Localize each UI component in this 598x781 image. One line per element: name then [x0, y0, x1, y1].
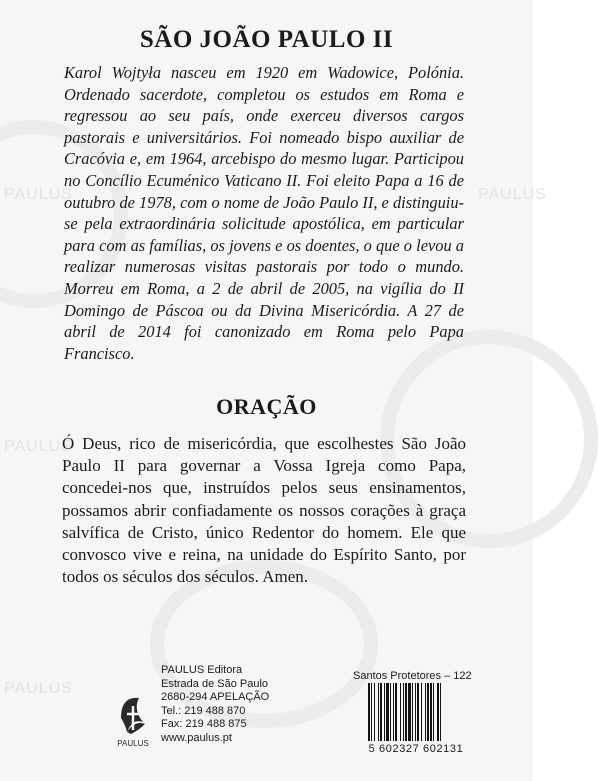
logo-label: PAULUS — [117, 739, 149, 748]
prayer — [62, 433, 466, 588]
publisher-postal: 2680-294 APELAÇÃO — [161, 691, 270, 704]
paulus-logo-icon — [113, 688, 153, 750]
barcode-bar — [374, 683, 375, 741]
barcode-bar — [433, 683, 434, 741]
prayer-text: Ó Deus, rico de misericórdia, que escolhestes São João Paulo II para governar a Vossa Igreja como Papa, concedei-nos que, instruídos pelos seus ensinamentos, possamos abrir confiadamente os nossos corações à graça salvífica de Cristo, único Redentor do homem. Ele que convosco vive e reina, na unidade do Espírito Santo, por todos os séculos dos séculos. Amen. — [62, 434, 466, 587]
publisher-info — [161, 664, 269, 746]
watermark-text: PAULUS — [4, 680, 73, 697]
watermark-text: PAULUS — [4, 186, 73, 203]
barcode-bar — [415, 683, 416, 741]
barcode-bar — [403, 683, 404, 741]
barcode-bar — [378, 683, 379, 741]
barcode-bar — [408, 683, 411, 741]
publisher-tel: Tel.: 219 488 870 — [161, 704, 246, 717]
barcode — [366, 683, 478, 743]
watermark-text: PAULUS — [478, 186, 547, 203]
barcode-bar — [393, 683, 394, 741]
publisher-website[interactable]: www.paulus.pt — [161, 731, 232, 744]
barcode-bar — [380, 683, 382, 741]
barcode-bar — [440, 683, 441, 741]
barcode-bar — [390, 683, 391, 741]
barcode-number: 5 602327 602131 — [368, 743, 464, 755]
barcode-bar — [412, 683, 413, 741]
barcode-bar — [386, 683, 389, 741]
barcode-bar — [371, 683, 372, 741]
barcode-bar — [430, 683, 432, 741]
watermark-text: PAULUS — [4, 438, 73, 455]
series-label: Santos Protetores – 122 — [353, 670, 472, 682]
publisher-fax: Fax: 219 488 875 — [161, 718, 247, 731]
prayer-heading: ORAÇÃO — [216, 394, 317, 419]
barcode-bar — [437, 683, 439, 741]
biography — [64, 62, 464, 364]
barcode-bar — [425, 683, 426, 741]
barcode-bar — [400, 683, 401, 741]
barcode-bar — [395, 683, 397, 741]
publisher-name: PAULUS Editora — [161, 664, 243, 676]
biography-text: Karol Wojtyła nasceu em 1920 em Wadowice, Polónia. Ordenado sacerdote, completou os estudos em Roma e regressou ao seu país, onde exerceu diversos cargos pastorais e universitários. Foi nomeado bispo auxiliar de Cracóvia e, em 1964, arcebispo do mesmo lugar. Participou no Concílio Ecuménico Vaticano II. Foi eleito Papa a 16 de outubro de 1978, com o nome de João Paulo II, e distinguiu-se pela extraordinária solicitude apostólica, em particular para com as famílias, os jovens e os doentes, o que o levou a realizar numerosas visitas pastorais por todo o mundo. Morreu em Roma, a 2 de abril de 2005, na vigília do II Domingo de Páscoa ou da Divina Misericórdia. A 27 de abril de 2014 foi canonizado em Roma pelo Papa Francisco. — [64, 63, 464, 363]
barcode-bar — [427, 683, 429, 741]
publisher-address: Estrada de São Paulo — [161, 677, 269, 690]
barcode-bar — [405, 683, 407, 741]
barcode-bar — [368, 683, 370, 741]
barcode-bar — [421, 683, 422, 741]
barcode-bar — [384, 683, 385, 741]
barcode-bar — [417, 683, 419, 741]
page-title: SÃO JOÃO PAULO II — [139, 26, 394, 53]
